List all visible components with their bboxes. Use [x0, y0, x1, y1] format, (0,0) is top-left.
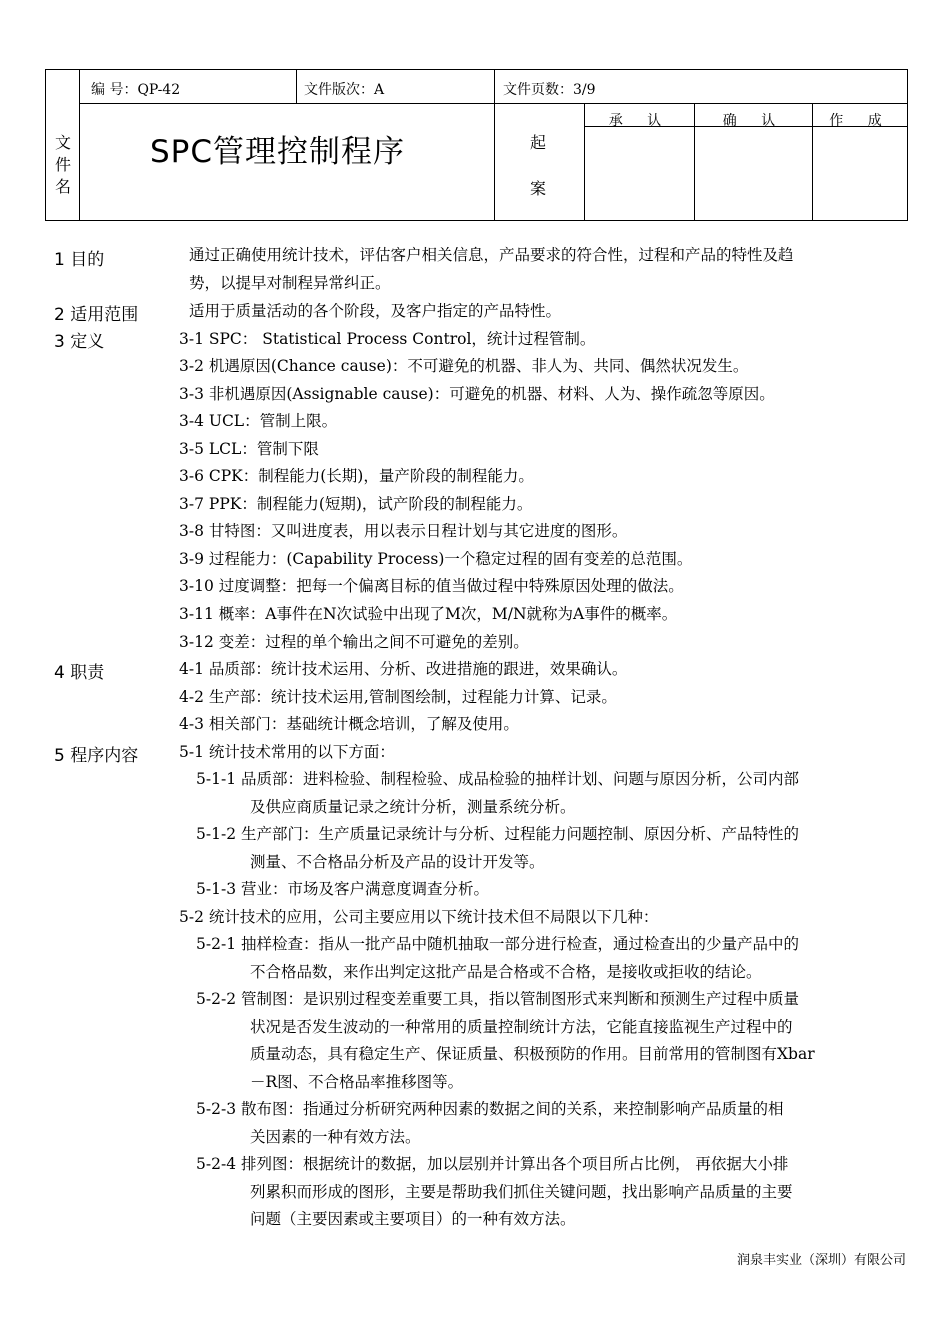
body-line: 及供应商质量记录之统计分析，测量系统分析。	[250, 798, 576, 816]
body-line: 状况是否发生波动的一种常用的质量控制统计方法，它能直接监视生产过程中的	[250, 1018, 793, 1036]
document-title: SPC管理控制程序	[150, 134, 406, 170]
section-heading-procedure: 5 程序内容	[54, 746, 139, 766]
body-line: 5-2-4 排列图：根据统计的数据，加以层别并计算出各个项目所占比例， 再依据大小排	[196, 1155, 789, 1173]
document-header-table	[45, 69, 908, 221]
body-line: 通过正确使用统计技术，评估客户相关信息，产品要求的符合性，过程和产品的特性及趋	[189, 246, 794, 264]
confirm-label: 确 认	[722, 113, 786, 129]
body-line: 3-1 SPC： Statistical Process Control，统计过程管制。	[179, 330, 596, 348]
body-line: 适用于质量活动的各个阶段，及客户指定的产品特性。	[189, 302, 562, 320]
body-line: 5-1-3 营业：市场及客户满意度调查分析。	[196, 880, 489, 898]
section-heading-purpose: 1 目的	[54, 250, 105, 270]
section-heading-definitions: 3 定义	[54, 332, 105, 352]
body-line: 5-1-1 品质部：进料检验、制程检验、成品检验的抽样计划、问题与原因分析，公司内部	[196, 770, 799, 788]
section-heading-responsibilities: 4 职责	[54, 663, 105, 683]
body-line: 3-5 LCL：管制下限	[179, 440, 319, 458]
body-line: －R图、不合格品率推移图等。	[250, 1073, 464, 1091]
company-footer: 润泉丰实业（深圳）有限公司	[736, 1253, 906, 1268]
draft-label-top: 起	[530, 133, 547, 152]
body-line: 势，以提早对制程异常纠正。	[189, 274, 391, 292]
body-line: 3-3 非机遇原因(Assignable cause)：可避免的机器、材料、人为、操作疏忽等原因。	[179, 385, 775, 403]
prepare-label: 作 成	[829, 113, 892, 129]
body-line: 3-10 过度调整：把每一个偏离目标的值当做过程中特殊原因处理的做法。	[179, 577, 684, 595]
body-line: 测量、不合格品分析及产品的设计开发等。	[250, 853, 545, 871]
body-line: 3-12 变差：过程的单个输出之间不可避免的差别。	[179, 633, 529, 651]
body-line: 3-2 机遇原因(Chance cause)：不可避免的机器、非人为、共同、偶然状况发生。	[179, 357, 749, 375]
body-line: 3-9 过程能力：(Capability Process)一个稳定过程的固有变差的总范围。	[179, 550, 693, 568]
body-line: 4-1 品质部：统计技术运用、分析、改进措施的跟进，效果确认。	[179, 660, 628, 678]
body-line: 5-1-2 生产部门：生产质量记录统计与分析、过程能力问题控制、原因分析、产品特性的	[196, 825, 799, 843]
body-line: 关因素的一种有效方法。	[250, 1128, 421, 1146]
file-name-label: 文 件 名	[54, 133, 71, 196]
body-line: 5-2 统计技术的应用，公司主要应用以下统计技术但不局限以下几种：	[179, 908, 659, 926]
header-col-divider	[494, 70, 495, 221]
body-line: 3-6 CPK：制程能力(长期)，量产阶段的制程能力。	[179, 467, 534, 485]
doc-code: 编 号：QP-42	[91, 82, 181, 98]
body-line: 不合格品数，来作出判定这批产品是合格或不合格，是接收或拒收的结论。	[250, 963, 762, 981]
header-col-divider	[296, 70, 297, 103]
body-line: 3-8 甘特图：又叫进度表，用以表示日程计划与其它进度的图形。	[179, 522, 628, 540]
body-line: 4-2 生产部：统计技术运用,管制图绘制，过程能力计算、记录。	[179, 688, 617, 706]
approve-label: 承 认	[608, 113, 672, 129]
doc-pages: 文件页数：3/9	[503, 82, 596, 98]
body-line: 列累积而形成的图形，主要是帮助我们抓住关键问题，找出影响产品质量的主要	[250, 1183, 793, 1201]
doc-version: 文件版次：A	[304, 82, 385, 98]
body-line: 3-7 PPK：制程能力(短期)，试产阶段的制程能力。	[179, 495, 533, 513]
body-line: 5-1 统计技术常用的以下方面：	[179, 743, 395, 761]
body-line: 质量动态，具有稳定生产、保证质量、积极预防的作用。目前常用的管制图有Xbar	[250, 1045, 815, 1063]
body-line: 5-2-3 散布图：指通过分析研究两种因素的数据之间的关系，来控制影响产品质量的相	[196, 1100, 784, 1118]
body-line: 5-2-1 抽样检查：指从一批产品中随机抽取一部分进行检查，通过检查出的少量产品中的	[196, 935, 799, 953]
body-line: 4-3 相关部门：基础统计概念培训，了解及使用。	[179, 715, 519, 733]
section-heading-scope: 2 适用范围	[54, 305, 139, 325]
draft-label-bottom: 案	[530, 179, 547, 198]
body-line: 3-11 概率：A事件在N次试验中出现了M次，M/N就称为A事件的概率。	[179, 605, 678, 623]
body-line: 5-2-2 管制图：是识别过程变差重要工具，指以管制图形式来判断和预测生产过程中质量	[196, 990, 799, 1008]
body-line: 3-4 UCL：管制上限。	[179, 412, 338, 430]
body-line: 问题（主要因素或主要项目）的一种有效方法。	[250, 1210, 576, 1228]
header-col-divider	[79, 70, 80, 221]
